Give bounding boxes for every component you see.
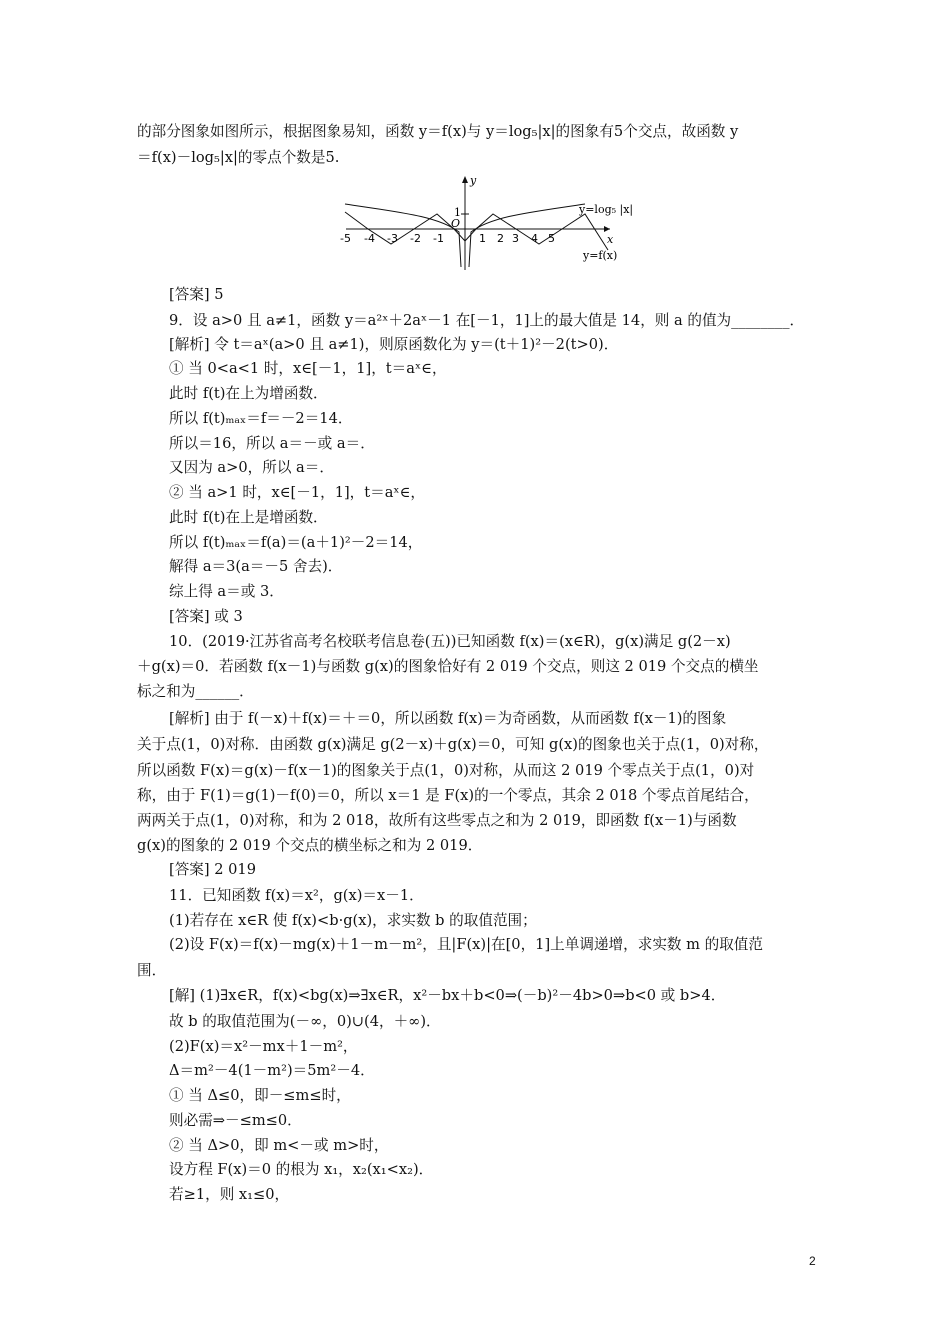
text-line: ② 当 Δ>0，即 m<－或 m>时， (169, 1137, 389, 1154)
answer-label: [答案] 2 019 (169, 861, 256, 878)
question-11: 11．已知函数 f(x)＝x²，g(x)＝x－1． (169, 887, 424, 904)
text-line: g(x)的图象的 2 019 个交点的横坐标之和为 2 019． (137, 837, 483, 854)
analysis-label: [解析] 令 t＝aˣ(a>0 且 a≠1)，则原函数化为 y＝(t＋1)²－2(t>0)． (169, 336, 619, 353)
text-line: 若≥1，则 x₁≤0， (169, 1186, 290, 1203)
x-tick-label: 5 (548, 232, 555, 245)
f-zigzag (345, 212, 608, 250)
solution-label: [解] (1)∃x∈R，f(x)<bg(x)⇒∃x∈R，x²－bx＋b<0⇒(－b)²－4b>0⇒b<0 或 b>4． (169, 987, 726, 1004)
text-line: 此时 f(t)在上为增函数． (169, 385, 328, 402)
text-line: 关于点(1，0)对称．由函数 g(x)满足 g(2－x)＋g(x)＝0，可知 g(x)的图象也关于点(1，0)对称， (137, 736, 769, 753)
text-line: 两两关于点(1，0)对称，和为 2 018，故所有这些零点之和为 2 019，即函数 f(x－1)与函数 (137, 812, 737, 829)
text-line: 又因为 a>0，所以 a＝． (169, 459, 334, 476)
answer-label: [答案] 5 (169, 286, 224, 303)
text-line: ＋g(x)＝0．若函数 f(x－1)与函数 g(x)的图象恰好有 2 019 个交点，则这 2 019 个交点的横坐 (137, 658, 759, 675)
x-tick-label: 2 (497, 232, 504, 245)
x-tick-label: -3 (387, 232, 398, 245)
question-10: 10．(2019·江苏省高考名校联考信息卷(五))已知函数 f(x)＝(x∈R)，g(x)满足 g(2－x) (169, 633, 731, 650)
text-line: ① 当 Δ≤0，即－≤m≤时， (169, 1087, 351, 1104)
y-axis-label: y (470, 174, 477, 187)
text-line: 围． (137, 962, 167, 979)
function-graph-figure (338, 172, 648, 272)
text-line: 解得 a＝3(a＝－5 舍去)． (169, 558, 343, 575)
analysis-label: [解析] 由于 f(－x)＋f(x)＝＋＝0，所以函数 f(x)＝为奇函数，从而函数 f(x－1)的图象 (169, 710, 727, 727)
x-tick-labels-positive (479, 232, 555, 245)
graph-svg (338, 172, 648, 272)
answer-label: [答案] 或 3 (169, 608, 243, 625)
f-curve-label: y=f(x) (583, 249, 618, 262)
x-axis-label: x (607, 233, 614, 246)
x-tick-label: -1 (433, 232, 444, 245)
x-tick-label: 1 (479, 232, 486, 245)
text-line: 综上得 a＝或 3． (169, 583, 284, 600)
x-tick-label: -2 (410, 232, 421, 245)
text-line: (2)设 F(x)＝f(x)－mg(x)＋1－m－m²，且|F(x)|在[0，1]上单调递增，求实数 m 的取值范 (169, 936, 763, 953)
x-tick-label: 4 (531, 232, 538, 245)
text-line: 所以＝16，所以 a＝－或 a＝． (169, 435, 375, 452)
log-curve-right (469, 204, 585, 267)
origin-label: O (451, 217, 461, 230)
text-line: 则必需⇒－≤m≤0． (169, 1112, 302, 1129)
x-tick-label: -5 (340, 232, 351, 245)
text-line: 所以 f(t)ₘₐₓ＝f(a)＝(a＋1)²－2＝14， (169, 534, 423, 551)
x-tick-label: 3 (512, 232, 519, 245)
text-line: 故 b 的取值范围为(－∞，0)∪(4，＋∞)． (169, 1013, 441, 1030)
text-line: 的部分图象如图所示，根据图象易知，函数 y＝f(x)与 y＝log₅|x|的图象有5个交点，故函数 y (137, 123, 739, 140)
text-line: ＝f(x)－log₅|x|的零点个数是5. (137, 149, 340, 166)
x-tick-labels-negative (340, 232, 444, 245)
log-curve-label: y=log₅ |x| (579, 203, 634, 216)
text-line: (1)若存在 x∈R 使 f(x)<b·g(x)，求实数 b 的取值范围； (169, 912, 537, 929)
x-axis-arrow (604, 226, 610, 232)
text-line: 所以 f(t)ₘₐₓ＝f＝－2＝14． (169, 410, 353, 427)
y-tick-label: 1 (454, 206, 461, 219)
x-tick-label: -4 (364, 232, 375, 245)
text-line: 此时 f(t)在上是增函数． (169, 509, 328, 526)
text-line: 所以函数 F(x)＝g(x)－f(x－1)的图象关于点(1，0)对称，从而这 2 019 个零点关于点(1，0)对 (137, 762, 755, 779)
text-line: 设方程 F(x)＝0 的根为 x₁，x₂(x₁<x₂)． (169, 1161, 434, 1178)
text-line: Δ＝m²－4(1－m²)＝5m²－4． (169, 1062, 375, 1079)
text-line: (2)F(x)＝x²－mx＋1－m²， (169, 1038, 358, 1055)
text-line: 标之和为______． (137, 683, 254, 700)
page-number: 2 (809, 1254, 816, 1268)
text-line: 称，由于 F(1)＝g(1)－f(0)＝0，所以 x＝1 是 F(x)的一个零点，其余 2 018 个零点首尾结合， (137, 787, 759, 804)
text-line: ① 当 0<a<1 时，x∈[－1，1]，t＝aˣ∈， (169, 360, 447, 377)
text-line: ② 当 a>1 时，x∈[－1，1]，t＝aˣ∈， (169, 484, 426, 501)
question-9: 9．设 a>0 且 a≠1，函数 y＝a²ˣ＋2aˣ－1 在[－1，1]上的最大值是 14，则 a 的值为________． (169, 312, 805, 329)
y-axis-arrow (462, 176, 468, 183)
